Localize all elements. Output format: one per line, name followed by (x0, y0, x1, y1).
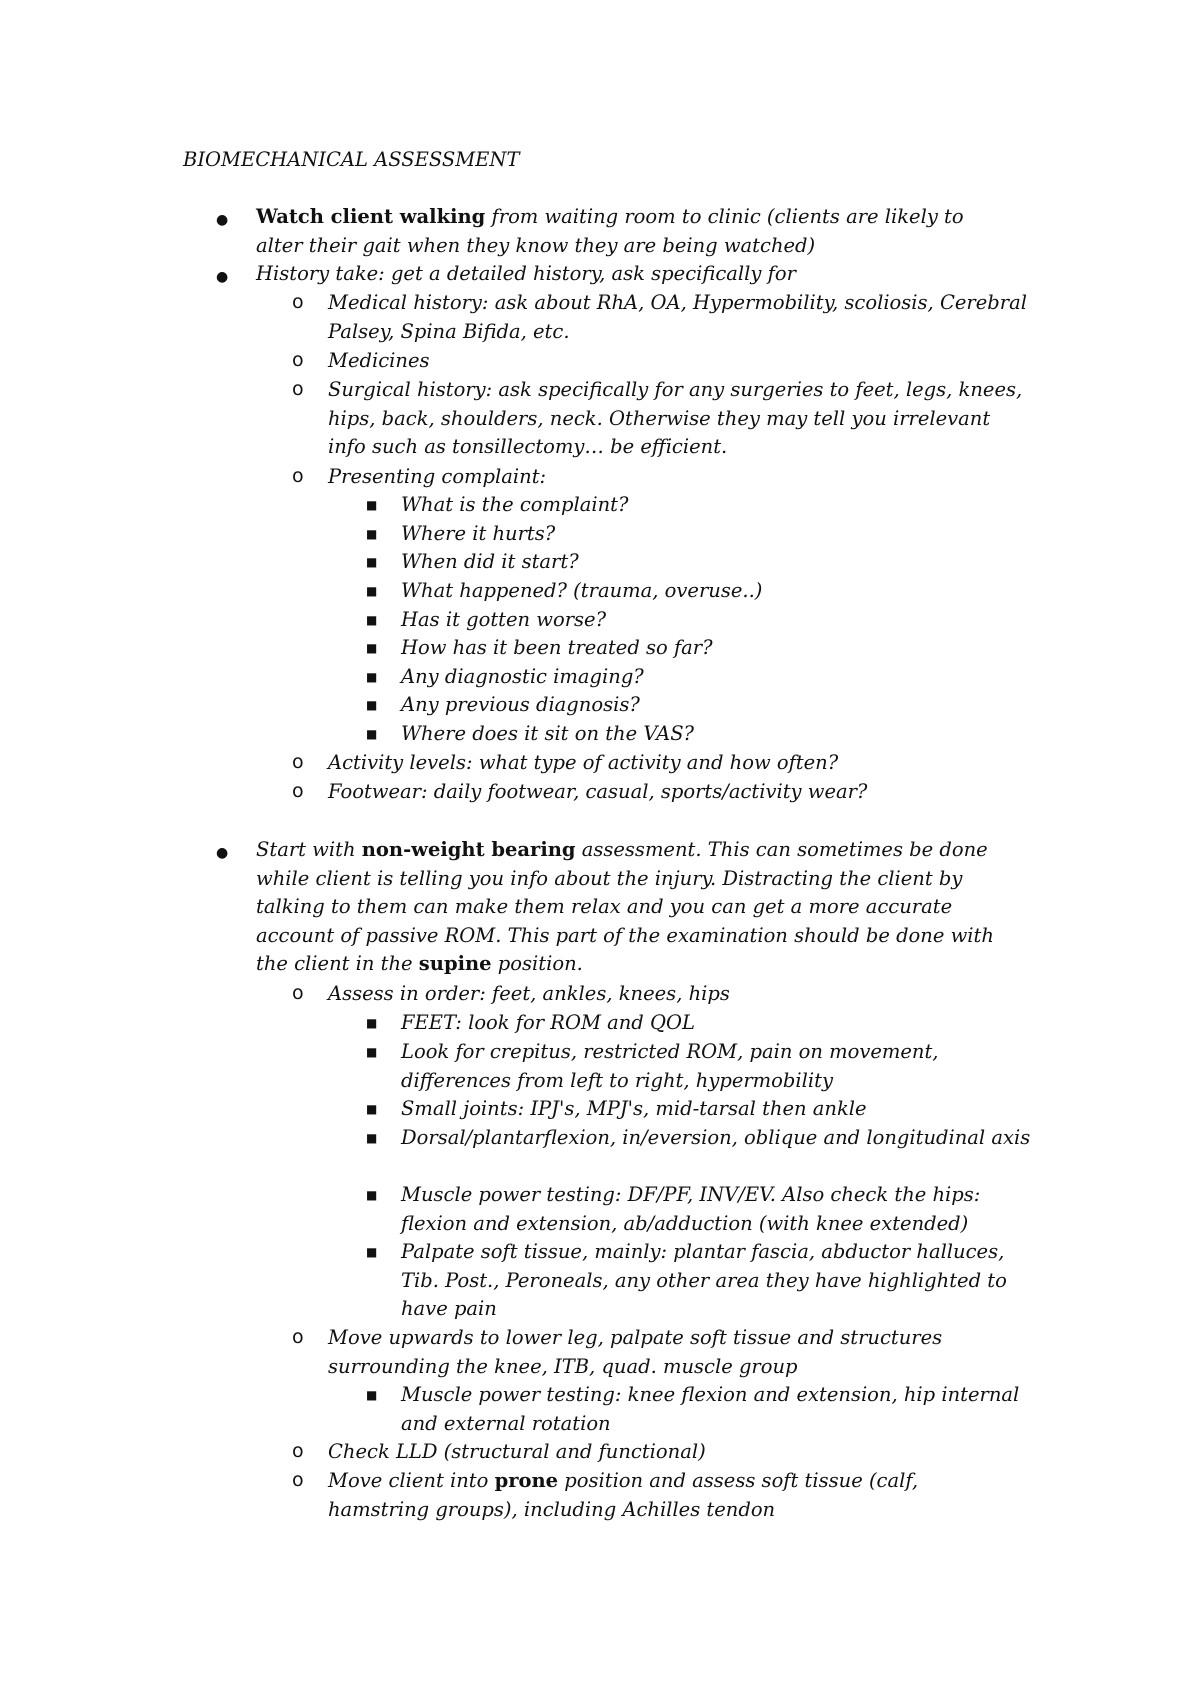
item-text: assessment. This can sometimes be done while client is telling you info about the injury. Distracting the client by talking to them can make them relax and you can get a more accurate account of passive ROM. This part of the examination should be done with the client in the (256, 838, 994, 976)
bullet-square-icon: ■ (366, 612, 378, 627)
list-item-check-lld: Check LLD (structural and functional) (328, 1440, 706, 1463)
list-item-feet-check: Look for crepitus, restricted ROM, pain on movement, differences from left to right, hypermobility (401, 1040, 939, 1092)
bullet-circle-icon: o (292, 291, 304, 313)
bold-text: prone (494, 1469, 559, 1492)
bullet-square-icon: ■ (366, 1131, 378, 1145)
bullet-square-icon: ■ (366, 1045, 378, 1059)
bullet-disc-icon: ● (216, 845, 229, 861)
list-item-presenting-complaint: Presenting complaint: (328, 465, 547, 488)
bullet-circle-icon: o (292, 349, 304, 371)
list-item-history-take: History take: get a detailed history, ask specifically for (256, 262, 796, 285)
bullet-square-icon: ■ (366, 727, 378, 741)
list-item-question: Any diagnostic imaging? (401, 664, 644, 688)
list-item-feet-check: Small joints: IPJ's, MPJ's, mid-tarsal then ankle (401, 1097, 867, 1120)
item-text: Move client into (328, 1469, 495, 1492)
list-item-medical-history: Medical history: ask about RhA, OA, Hypermobility, scoliosis, Cerebral Palsey, Spina Bifida, etc. (328, 291, 1027, 343)
list-item-feet-check: Muscle power testing: DF/PF, INV/EV. Also check the hips: flexion and extension, ab/adduction (with knee extended) (401, 1183, 981, 1235)
list-item-medicines: Medicines (328, 349, 430, 372)
bullet-disc-icon: ● (216, 212, 229, 228)
list-item-question: Has it gotten worse? (401, 607, 607, 631)
item-text: Start with (256, 838, 362, 861)
bullet-square-icon: ■ (366, 641, 378, 655)
document-title: BIOMECHANICAL ASSESSMENT (183, 148, 520, 171)
list-item-question: Any previous diagnosis? (401, 693, 640, 716)
bullet-circle-icon: o (292, 465, 304, 487)
list-item-assess-order: Assess in order: feet, ankles, knees, hips (328, 982, 730, 1005)
list-item-question: Where it hurts? (401, 521, 556, 545)
list-item-question: What happened? (trauma, overuse..) (401, 579, 763, 602)
list-item-feet-check: Palpate soft tissue, mainly: plantar fascia, abductor halluces, Tib. Post., Peroneals, any other area they have highlighted to have pain (401, 1240, 1007, 1321)
list-item-question: When did it start? (401, 550, 579, 573)
bullet-square-icon: ■ (366, 498, 378, 512)
list-item-activity-levels: Activity levels: what type of activity and how often? (328, 751, 839, 774)
bullet-square-icon: ■ (366, 584, 378, 598)
list-item-surgical-history: Surgical history: ask specifically for any surgeries to feet, legs, knees, hips, back, shoulders, neck. Otherwise they may tell you irrelevant info such as tonsillectomy… be efficient. (328, 378, 1023, 459)
bullet-square-icon: ■ (366, 698, 378, 712)
list-item-question: Where does it sit on the VAS? (401, 722, 695, 745)
bold-text: supine (418, 952, 492, 976)
item-text: from waiting room to clinic (clients are likely to alter their gait when they know they are being watched) (256, 205, 964, 257)
item-text: position and assess soft tissue (calf, hamstring groups), including Achilles tendon (328, 1469, 919, 1521)
bullet-circle-icon: o (292, 378, 304, 400)
list-item-feet-check: FEET: look for ROM and QOL (401, 1011, 695, 1034)
list-item-feet-check: Dorsal/plantarflexion, in/eversion, oblique and longitudinal axis (401, 1126, 1031, 1149)
list-item-watch-client (256, 203, 986, 260)
bullet-square-icon: ■ (366, 526, 378, 541)
list-item-prone-position (328, 1467, 1008, 1524)
bullet-circle-icon: o (292, 1440, 304, 1462)
bullet-square-icon: ■ (366, 1388, 378, 1402)
bullet-square-icon: ■ (366, 669, 378, 684)
bold-text: Watch client walking (256, 205, 486, 228)
bold-text: non-weight bearing (361, 838, 576, 861)
list-item-footwear: Footwear: daily footwear, casual, sports/activity wear? (328, 780, 868, 803)
bullet-disc-icon: ● (216, 269, 229, 285)
bullet-circle-icon: o (292, 751, 304, 773)
bullet-square-icon: ■ (366, 1102, 378, 1116)
list-item-question: What is the complaint? (401, 493, 629, 516)
bullet-circle-icon: o (292, 1326, 304, 1348)
bullet-square-icon: ■ (366, 1245, 378, 1259)
bullet-circle-icon: o (292, 982, 304, 1004)
bullet-square-icon: ■ (366, 1188, 378, 1202)
list-item-question: How has it been treated so far? (401, 636, 713, 659)
bullet-circle-icon: o (292, 780, 304, 802)
list-item-non-weight-bearing (256, 836, 1001, 979)
list-item-move-upwards: Move upwards to lower leg, palpate soft tissue and structures surrounding the knee, ITB, quad. muscle group (328, 1326, 943, 1378)
item-text: position. (491, 952, 583, 976)
list-item-knee-check: Muscle power testing: knee flexion and extension, hip internal and external rotation (401, 1383, 1020, 1435)
bullet-square-icon: ■ (366, 1016, 378, 1030)
bullet-circle-icon: o (292, 1469, 304, 1491)
bullet-square-icon: ■ (366, 555, 378, 569)
